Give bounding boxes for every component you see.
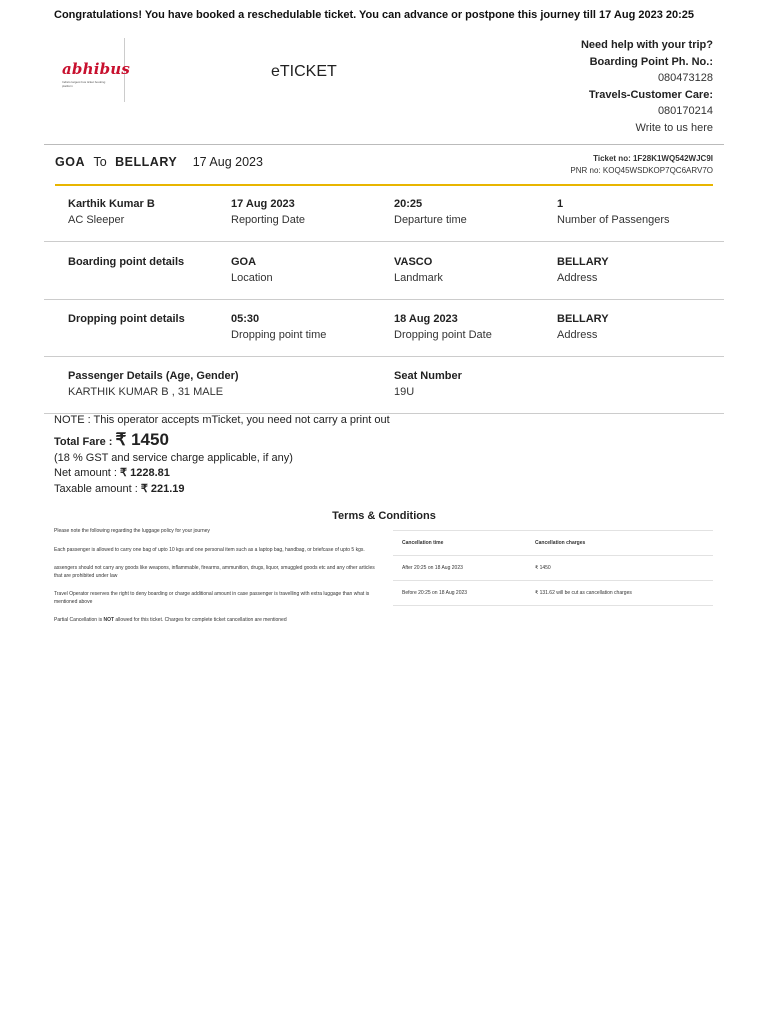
cancellation-charges-header: Cancellation charges — [535, 540, 586, 546]
cancellation-time: Before 20:25 on 18 Aug 2023 — [402, 590, 468, 596]
boarding-heading-cell — [68, 254, 184, 270]
cancellation-table — [393, 530, 713, 606]
cancellation-row — [393, 556, 713, 581]
terms-list — [54, 528, 376, 636]
boarding-landmark-label: Landmark — [394, 272, 443, 284]
boarding-landmark-cell — [394, 254, 443, 286]
passenger-count: 1 — [557, 198, 564, 210]
boarding-landmark: VASCO — [394, 256, 433, 268]
customer-care-phone: 080170214 — [657, 105, 713, 117]
taxable-amount-row — [54, 482, 293, 498]
help-heading: Need help with your trip? — [580, 39, 713, 51]
departure-time-cell — [394, 196, 467, 228]
total-fare-label: Total Fare : — [54, 436, 113, 448]
boarding-address-cell — [557, 254, 609, 286]
total-fare: ₹ 1450 — [115, 430, 169, 449]
terms-title: Terms & Conditions — [332, 510, 436, 522]
ticket-header — [44, 30, 724, 140]
eticket-title: eTICKET — [271, 63, 337, 80]
boarding-address: BELLARY — [557, 256, 609, 268]
bus-type: AC Sleeper — [68, 214, 125, 226]
passenger-name-cell — [68, 196, 155, 228]
net-amount-label: Net amount : — [54, 467, 117, 479]
seat-number-cell — [394, 368, 462, 400]
dropping-time-label: Dropping point time — [231, 329, 327, 341]
reporting-date-cell — [231, 196, 305, 228]
logo-text: abhibus — [62, 60, 131, 78]
logo-tagline: India's largest bus ticket booking platform — [62, 80, 106, 88]
boarding-location-cell — [231, 254, 273, 286]
departure-time: 20:25 — [394, 198, 423, 210]
net-amount: ₹ 1228.81 — [120, 467, 170, 479]
dropping-address-cell — [557, 311, 609, 343]
journey-section — [44, 186, 724, 242]
dropping-date-label: Dropping point Date — [394, 329, 492, 341]
fare-block — [54, 432, 293, 497]
reschedule-banner: Congratulations! You have booked a reschedulable ticket. You can advance or postpone this journey till 17 Aug 2023 20:25 — [54, 9, 695, 21]
boarding-phone-label: Boarding Point Ph. No.: — [589, 55, 713, 68]
passenger-name: Karthik Kumar B — [68, 198, 155, 210]
term-item: Travel Operator reserves the right to deny boarding or charge additional amount in case passenger is travelling with extra luggage than what is mentioned above — [54, 591, 370, 605]
cancellation-charge: ₹ 131.62 will be cut as cancellation charges — [535, 590, 632, 596]
dropping-section — [44, 300, 724, 357]
passenger-count-label: Number of Passengers — [557, 214, 670, 226]
route-from: GOA — [55, 155, 85, 169]
term-item: Partial Cancellation is NOT allowed for this ticket. Charges for complete ticket cancellation are mentioned — [54, 617, 287, 623]
route-to: BELLARY — [115, 155, 178, 169]
boarding-location-label: Location — [231, 272, 273, 284]
net-amount-row — [54, 466, 293, 482]
taxable-amount: ₹ 221.19 — [140, 482, 185, 495]
boarding-location: GOA — [231, 256, 257, 268]
boarding-section — [44, 242, 724, 300]
ticket-numbers — [570, 153, 713, 177]
cancellation-row — [393, 581, 713, 606]
passenger-details-value: KARTHIK KUMAR B , 31 MALE — [68, 386, 224, 398]
cancellation-time-header: Cancellation time — [402, 540, 444, 546]
boarding-phone: 080473128 — [657, 72, 713, 84]
passenger-section — [44, 357, 724, 414]
boarding-heading: Boarding point details — [68, 256, 185, 268]
pnr-number: PNR no: KOQ45WSDKOP7QC6ARV7O — [570, 166, 713, 175]
total-fare-row — [54, 432, 293, 451]
passenger-details-cell — [68, 368, 239, 400]
help-block — [581, 37, 713, 136]
passenger-details-heading: Passenger Details (Age, Gender) — [68, 370, 239, 382]
dropping-date: 18 Aug 2023 — [394, 313, 458, 325]
dropping-address-label: Address — [557, 329, 598, 341]
dropping-heading: Dropping point details — [68, 313, 185, 325]
route-date: 17 Aug 2023 — [192, 155, 263, 169]
dropping-date-cell — [394, 311, 492, 343]
dropping-address: BELLARY — [557, 313, 609, 325]
term-item: Please note the following regarding the luggage policy for your journey — [54, 528, 210, 534]
cancellation-charge: ₹ 1450 — [535, 565, 551, 571]
abhibus-logo — [56, 38, 131, 102]
cancellation-time: After 20:25 on 18 Aug 2023 — [402, 565, 463, 571]
route-to-word: To — [93, 155, 107, 169]
seat-number: 19U — [394, 386, 415, 398]
boarding-address-label: Address — [557, 272, 598, 284]
term-item: assengers should not carry any goods like weapons, inflammable, firearms, ammunition, drugs, liquor, smuggled goods etc and any other articles that are prohibited under law — [54, 565, 375, 579]
reporting-date: 17 Aug 2023 — [231, 198, 295, 210]
reporting-date-label: Reporting Date — [231, 214, 305, 226]
term-item: Each passenger is allowed to carry one bag of upto 10 kgs and one personal item such as a laptop bag, handbag, or briefcase of upto 5 kgs. — [54, 546, 365, 553]
mticket-note: NOTE : This operator accepts mTicket, you need not carry a print out — [54, 414, 390, 426]
route-row — [44, 144, 724, 187]
write-to-us-link[interactable]: Write to us here — [635, 121, 713, 134]
seat-number-heading: Seat Number — [394, 370, 462, 382]
ticket-number: Ticket no: 1F28K1WQ542WJC9I — [593, 154, 713, 163]
taxable-amount-label: Taxable amount : — [54, 482, 138, 495]
gst-note: (18 % GST and service charge applicable, if any) — [54, 451, 293, 464]
passenger-count-cell — [557, 196, 670, 228]
dropping-heading-cell — [68, 311, 185, 327]
cancellation-header-row — [393, 531, 713, 556]
route — [55, 155, 263, 169]
departure-time-label: Departure time — [394, 214, 467, 226]
dropping-time: 05:30 — [231, 313, 260, 325]
customer-care-label: Travels-Customer Care: — [588, 88, 713, 101]
dropping-time-cell — [231, 311, 326, 343]
